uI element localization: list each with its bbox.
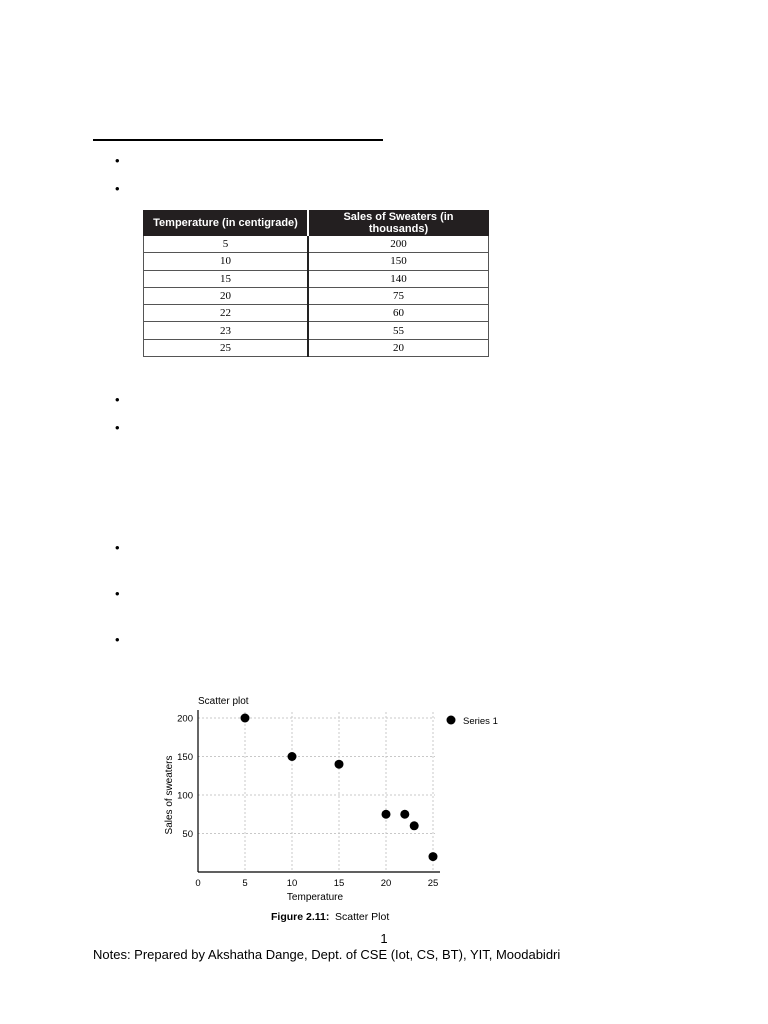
scatter-point bbox=[335, 760, 344, 769]
y-tick-label: 100 bbox=[177, 790, 193, 802]
scatter-point bbox=[400, 810, 409, 819]
x-axis-label: Temperature bbox=[286, 892, 344, 903]
x-tick-label: 15 bbox=[333, 878, 345, 889]
table-cell: 150 bbox=[308, 253, 489, 270]
bullet: • bbox=[115, 586, 120, 601]
table-cell: 22 bbox=[144, 305, 309, 322]
chart-title: Scatter plot bbox=[198, 696, 249, 707]
x-tick-label: 5 bbox=[242, 878, 248, 889]
table-cell: 200 bbox=[308, 236, 489, 253]
x-tick-label: 10 bbox=[286, 878, 298, 889]
chart-gridlines bbox=[198, 712, 435, 872]
table-cell: 20 bbox=[144, 287, 309, 304]
table-cell: 75 bbox=[308, 287, 489, 304]
y-axis-label: Sales of sweaters bbox=[164, 755, 175, 835]
scatter-point bbox=[288, 752, 297, 761]
table-header-sales: Sales of Sweaters (in thousands) bbox=[308, 211, 489, 236]
scatter-point bbox=[382, 810, 391, 819]
legend-marker bbox=[447, 716, 456, 725]
x-tick-label: 25 bbox=[427, 878, 439, 889]
table-cell: 23 bbox=[144, 322, 309, 339]
x-tick-label: 20 bbox=[380, 878, 392, 889]
footer-notes: Notes: Prepared by Akshatha Dange, Dept. of CSE (Iot, CS, BT), YIT, Moodabidri bbox=[93, 947, 561, 962]
table-cell: 20 bbox=[308, 339, 489, 356]
y-tick-label: 200 bbox=[177, 713, 193, 725]
x-tick-label: 0 bbox=[195, 878, 201, 889]
bullet: • bbox=[115, 420, 120, 435]
chart-tick-labels bbox=[177, 714, 438, 890]
scatter-point bbox=[241, 714, 250, 723]
table-cell: 10 bbox=[144, 253, 309, 270]
scatter-point bbox=[410, 821, 419, 830]
y-tick-label: 50 bbox=[182, 829, 193, 840]
y-tick-label: 150 bbox=[177, 752, 193, 763]
bullet: • bbox=[115, 181, 120, 196]
chart-points bbox=[241, 714, 438, 862]
figure-caption-text: Scatter Plot bbox=[335, 911, 390, 923]
bullet: • bbox=[115, 632, 120, 647]
table-cell: 60 bbox=[308, 305, 489, 322]
page-number: 1 bbox=[380, 931, 388, 946]
table-cell: 5 bbox=[144, 236, 309, 253]
bullet: • bbox=[115, 153, 120, 168]
table-cell: 140 bbox=[308, 270, 489, 287]
bullet: • bbox=[115, 540, 120, 555]
bullet: • bbox=[115, 392, 120, 407]
table-header-temperature: Temperature (in centigrade) bbox=[144, 211, 309, 236]
scatter-point bbox=[429, 852, 438, 861]
table-cell: 15 bbox=[144, 270, 309, 287]
figure-caption-label: Figure 2.11: bbox=[271, 911, 330, 923]
legend-label: Series 1 bbox=[463, 716, 498, 727]
table-cell: 55 bbox=[308, 322, 489, 339]
table-cell: 25 bbox=[144, 339, 309, 356]
